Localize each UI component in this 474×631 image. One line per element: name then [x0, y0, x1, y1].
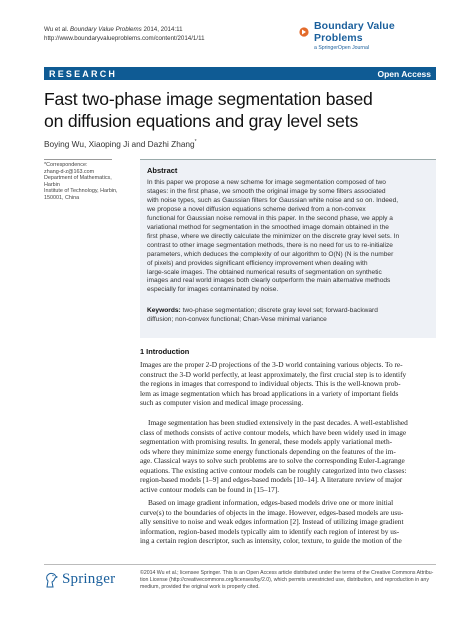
keywords-text: diffusion; non-convex functional; Chan-Vese minimal variance [147, 315, 327, 323]
license-notice [140, 570, 436, 591]
abstract-heading: Abstract [147, 166, 178, 175]
citation-year: 2014, 2014:11 [143, 26, 183, 33]
affiliation-line: Department of Mathematics, Harbin [44, 175, 112, 188]
journal-logo-icon [299, 27, 309, 37]
journal-subtitle: a SpringerOpen Journal [314, 45, 370, 51]
body-line: Images are the proper 2-D projections of the 3-D world containing various objects. To re- [140, 360, 403, 369]
citation-authors: Wu et al. [44, 26, 69, 33]
abstract-line: especially for images contaminated by noise. [147, 286, 279, 294]
abstract-line: large-scale images. The obtained numerical results of segmentation on synthetic [147, 268, 382, 276]
abstract-line: In this paper we propose a new scheme for image segmentation composed of two [147, 179, 386, 186]
correspondence-label: *Correspondence: [44, 162, 88, 168]
title-line: Fast two-phase image segmentation based [44, 89, 373, 109]
body-line: region-based models [1–9] and edges-based models [10–14]. A literature review of major [140, 475, 403, 485]
correspondence-block [44, 159, 118, 202]
publisher-logo [44, 571, 115, 588]
body-line: construct the 3-D world perfectly, at least approximately, the first crucial step is to identify [140, 369, 407, 379]
affiliation-line: Institute of Technology, Harbin, [44, 188, 118, 195]
license-line: ©2014 Wu et al.; licensee Springer. This is an Open Access article distributed under the terms of the Creative Commons Attribu- [140, 570, 434, 576]
article-type-label: RESEARCH [49, 68, 118, 79]
article-url[interactable]: http://www.boundaryvalueproblems.com/content/2014/1/11 [44, 34, 205, 42]
correspondence-email[interactable]: zhang-d-z@163.com [44, 168, 95, 175]
abstract-line: variational method for segmentation in the smoothed image domain obtained in the [147, 223, 389, 231]
journal-name: Boundary Value Problems [314, 20, 395, 44]
body-line: such as computer vision and medical image processing. [140, 398, 304, 408]
intro-paragraph [140, 360, 436, 408]
abstract-line: first phase, where we directly calculate the minimizer on the discrete gray level sets. In [147, 232, 400, 240]
journal-logo [299, 20, 434, 44]
body-line: the regions in images that correspond to individual objects. This is the well-known prob- [140, 379, 401, 389]
author-names: Boying Wu, Xiaoping Ji and Dazhi Zhang [44, 139, 195, 149]
citation-header [44, 26, 205, 43]
article-title [44, 88, 444, 132]
abstract-box [140, 159, 436, 338]
body-line: Based on image gradient information, edges-based models drive one or more initial [148, 498, 394, 507]
keywords [147, 307, 431, 325]
sidebar-divider [44, 159, 112, 160]
citation-journal: Boundary Value Problems [70, 26, 142, 33]
intro-paragraph [140, 498, 436, 546]
keywords-line [147, 307, 431, 316]
license-line: tion License (http://creativecommons.org/licenses/by/2.0), which permits unrestricted use, distribution, and reproduction in any [140, 576, 429, 583]
abstract-line: functional for Gaussian noise removal in this paper. In the second phase, we apply a [147, 214, 393, 222]
abstract-line: contrast to other image segmentation methods, there is no need for us to re-initialize [147, 241, 393, 249]
body-line: segmentation with promising results. In general, these models apply variational meth- [140, 437, 393, 447]
body-line: Image segmentation has been studied extensively in the past decades. A well-established [148, 418, 408, 427]
body-line: age. Classical ways to solve such problems are to solve the corresponding Euler-Lagrange [140, 456, 405, 466]
citation-line [44, 26, 205, 35]
author-list [44, 139, 197, 149]
body-line: active contour models can be found in [15–17]. [140, 484, 280, 494]
abstract-text [147, 179, 431, 295]
title-line: on diffusion equations and gray level sets [44, 111, 359, 131]
body-line: curve(s) to the boundaries of objects in the image. However, edges-based models are usu- [140, 507, 404, 517]
body-line: lem as image segmentation which has broad applications in a variety of important fields [140, 388, 399, 398]
abstract-line: parameters, which deduces the complexity of our algorithm to O(N) (N is the number [147, 250, 394, 258]
footer-divider [44, 564, 436, 565]
publisher-name: Springer [62, 571, 116, 587]
license-line: medium, provided the original work is properly cited. [140, 583, 260, 590]
section-heading: 1 Introduction [140, 347, 190, 356]
open-access-label: Open Access [377, 68, 431, 79]
body-line: information, region-based models typically aim to identify each region of interest by us- [140, 526, 400, 536]
body-line: ing a certain region descriptor, such as intensity, color, texture, to guide the motion of the [140, 536, 402, 546]
article-type-banner [44, 67, 436, 80]
body-line: equations. The existing active contour models can be roughly categorized into two classes: [140, 465, 407, 475]
intro-paragraph [140, 418, 436, 494]
abstract-line: stages: in the first phase, we smooth the original image by some filters associated [147, 187, 386, 195]
corresponding-author-mark: * [194, 139, 197, 146]
keywords-text: two-phase segmentation; discrete gray level set; forward-backward [182, 307, 378, 314]
springer-horse-icon [44, 572, 58, 588]
affiliation-line: 150001, China [44, 194, 80, 201]
abstract-line: of pixels) and provides significant efficiency improvement when dealing with [147, 259, 368, 267]
body-line: ally sensitive to noise and weak edges information [2]. Instead of utilizing image gradient [140, 517, 404, 527]
body-line: ods where they minimize some energy functionals depending on the features of the im- [140, 446, 396, 456]
body-line: class of methods consists of active contour models, which have been widely used in image [140, 427, 407, 437]
abstract-line: we propose a novel diffusion equations scheme derived from a non-convex [147, 205, 366, 213]
abstract-line: images and real world images both clearly outperform the main alternative methods [147, 277, 391, 285]
keywords-label: Keywords: [147, 307, 181, 314]
abstract-line: with noise types, such as Gaussian filters for Gaussian white noise and so on. Indeed, [147, 196, 399, 204]
journal-brand [299, 20, 434, 51]
